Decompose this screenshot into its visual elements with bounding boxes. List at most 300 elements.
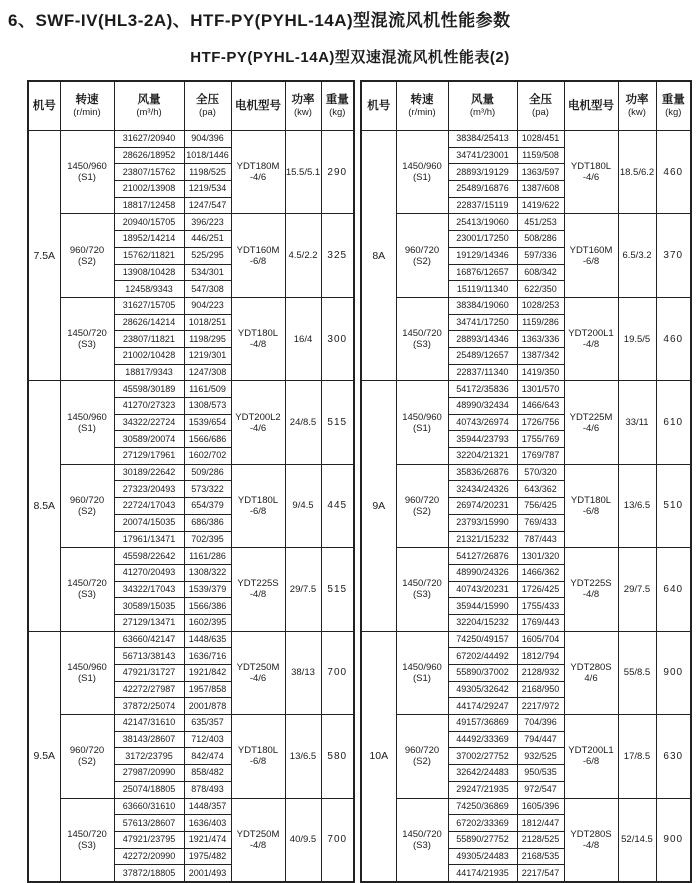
speed-code: (S1) [413, 672, 431, 684]
flow-cell: 55890/27752 [448, 831, 517, 848]
flow-cell: 34741/17250 [448, 314, 517, 331]
motor-poles-line: -6/8 [249, 756, 267, 768]
flow-cell: 34741/23001 [448, 147, 517, 164]
speed-value: 1450/960 [402, 161, 442, 173]
pressure-cell: 1159/508 [517, 147, 564, 164]
pressure-cell: 1308/573 [184, 398, 231, 415]
motor-poles-line: -4/8 [582, 589, 600, 601]
header-label: 电机型号 [235, 99, 281, 112]
motor-model-line: YDT225S [570, 578, 612, 590]
speed-code: (S1) [78, 172, 96, 184]
pressure-cell: 1755/433 [517, 598, 564, 615]
flow-cell: 44174/21935 [448, 865, 517, 882]
flow-cell: 55890/37002 [448, 665, 517, 682]
table-row [361, 131, 691, 148]
flow-cell: 16876/12657 [448, 264, 517, 281]
pressure-cell: 1636/403 [184, 815, 231, 832]
flow-cell: 54172/35836 [448, 381, 517, 398]
flow-cell: 28626/18952 [114, 147, 184, 164]
flow-cell: 18952/14214 [114, 231, 184, 248]
flow-cell: 30589/15035 [114, 598, 184, 615]
flow-cell: 23807/11821 [114, 331, 184, 348]
pressure-cell: 704/396 [517, 715, 564, 732]
table-row [361, 548, 691, 565]
speed-cell [60, 631, 114, 714]
table-row [28, 214, 354, 231]
pressure-cell: 1812/794 [517, 648, 564, 665]
flow-cell: 30189/22642 [114, 464, 184, 481]
speed-cell [396, 381, 448, 464]
pressure-cell: 635/357 [184, 715, 231, 732]
flow-cell: 49305/24483 [448, 848, 517, 865]
pressure-cell: 1921/842 [184, 665, 231, 682]
pressure-cell: 2128/932 [517, 665, 564, 682]
model-cell: 7.5A [28, 131, 60, 381]
pressure-cell: 2128/525 [517, 831, 564, 848]
power-cell: 40/9.5 [285, 798, 321, 882]
pressure-cell: 1308/322 [184, 564, 231, 581]
pressure-cell: 509/286 [184, 464, 231, 481]
speed-code: (S2) [78, 255, 96, 267]
pressure-cell: 1539/654 [184, 414, 231, 431]
speed-cell [396, 464, 448, 547]
speed-cell [396, 715, 448, 798]
speed-cell [396, 214, 448, 297]
pressure-cell: 686/386 [184, 514, 231, 531]
pressure-cell: 1419/350 [517, 364, 564, 381]
flow-cell: 67202/44492 [448, 648, 517, 665]
flow-cell: 41270/27323 [114, 398, 184, 415]
header-label: 机号 [367, 99, 391, 112]
flow-cell: 21321/15232 [448, 531, 517, 548]
pressure-cell: 643/362 [517, 481, 564, 498]
motor-cell [564, 798, 618, 882]
table-row [28, 798, 354, 815]
flow-cell: 15119/11340 [448, 281, 517, 298]
motor-model-line: YDT160M [236, 244, 280, 256]
flow-cell: 22837/15119 [448, 197, 517, 214]
speed-cell [396, 798, 448, 882]
flow-cell: 37002/27752 [448, 748, 517, 765]
power-cell: 4.5/2.2 [285, 214, 321, 297]
flow-cell: 22837/11340 [448, 364, 517, 381]
weight-cell: 515 [321, 381, 354, 464]
power-cell: 24/8.5 [285, 381, 321, 464]
pressure-cell: 932/525 [517, 748, 564, 765]
pressure-cell: 1159/286 [517, 314, 564, 331]
pressure-cell: 608/342 [517, 264, 564, 281]
pressure-cell: 1198/525 [184, 164, 231, 181]
motor-model-line: YDT225S [237, 578, 279, 590]
performance-table-right [360, 80, 692, 883]
table-row [361, 381, 691, 398]
flow-cell: 38143/28607 [114, 731, 184, 748]
pressure-cell: 787/443 [517, 531, 564, 548]
motor-model-line: YDT250M [236, 661, 280, 673]
flow-cell: 28893/19129 [448, 164, 517, 181]
flow-cell: 25489/12657 [448, 347, 517, 364]
flow-cell: 23793/15990 [448, 514, 517, 531]
motor-cell [564, 297, 618, 380]
speed-code: (S3) [413, 589, 431, 601]
weight-cell: 510 [656, 464, 691, 547]
pressure-cell: 1247/308 [184, 364, 231, 381]
motor-cell [231, 131, 285, 214]
speed-value: 1450/960 [67, 411, 107, 423]
speed-code: (S1) [78, 422, 96, 434]
motor-model-line: YDT250M [236, 828, 280, 840]
header-unit: (kg) [665, 107, 682, 118]
motor-model-line: YDT225M [569, 411, 613, 423]
pressure-cell: 1301/320 [517, 548, 564, 565]
flow-cell: 47921/31727 [114, 665, 184, 682]
flow-cell: 34322/22724 [114, 414, 184, 431]
pressure-cell: 2217/547 [517, 865, 564, 882]
table-row [361, 297, 691, 314]
pressure-cell: 1726/425 [517, 581, 564, 598]
weight-cell: 700 [321, 631, 354, 714]
motor-cell [231, 715, 285, 798]
header-label: 重量 [325, 94, 349, 106]
pressure-cell: 2168/950 [517, 681, 564, 698]
pressure-cell: 1975/482 [184, 848, 231, 865]
flow-cell: 63660/31610 [114, 798, 184, 815]
speed-value: 1450/720 [402, 828, 442, 840]
flow-cell: 57613/28607 [114, 815, 184, 832]
pressure-cell: 756/425 [517, 498, 564, 515]
pressure-cell: 1448/357 [184, 798, 231, 815]
flow-cell: 42272/20990 [114, 848, 184, 865]
motor-model-line: YDT160M [569, 244, 613, 256]
speed-value: 1450/720 [67, 828, 107, 840]
page-title: 6、SWF-IV(HL3-2A)、HTF-PY(PYHL-14A)型混流风机性能参数 [8, 11, 511, 30]
weight-cell: 290 [321, 131, 354, 214]
pressure-cell: 1566/686 [184, 431, 231, 448]
flow-cell: 27987/20990 [114, 765, 184, 782]
table-row [28, 131, 354, 148]
motor-poles-line: 4/6 [584, 672, 598, 684]
power-cell: 52/14.5 [618, 798, 656, 882]
flow-cell: 44174/29247 [448, 698, 517, 715]
flow-cell: 49157/36869 [448, 715, 517, 732]
pressure-cell: 1605/704 [517, 631, 564, 648]
weight-cell: 580 [321, 715, 354, 798]
speed-value: 960/720 [69, 494, 105, 506]
header-label: 全压 [529, 94, 552, 106]
pressure-cell: 1419/622 [517, 197, 564, 214]
flow-cell: 19129/14346 [448, 247, 517, 264]
flow-cell: 21002/13908 [114, 181, 184, 198]
weight-cell: 700 [321, 798, 354, 882]
header-cell [396, 81, 448, 131]
header-cell [231, 81, 285, 131]
pressure-cell: 1602/702 [184, 448, 231, 465]
weight-cell: 515 [321, 548, 354, 631]
flow-cell: 3172/23795 [114, 748, 184, 765]
power-cell: 6.5/3.2 [618, 214, 656, 297]
pressure-cell: 1219/301 [184, 347, 231, 364]
motor-model-line: YDT200L1 [568, 745, 614, 757]
flow-cell: 37872/25074 [114, 698, 184, 715]
weight-cell: 610 [656, 381, 691, 464]
model-cell: 8A [361, 131, 396, 381]
pressure-cell: 1636/716 [184, 648, 231, 665]
motor-poles-line: -4/8 [582, 339, 600, 351]
flow-cell: 27129/17961 [114, 448, 184, 465]
power-cell: 9/4.5 [285, 464, 321, 547]
flow-cell: 37872/18805 [114, 865, 184, 882]
pressure-cell: 794/447 [517, 731, 564, 748]
motor-poles-line: -4/6 [249, 172, 267, 184]
table-row [28, 631, 354, 648]
pressure-cell: 1602/395 [184, 614, 231, 631]
weight-cell: 370 [656, 214, 691, 297]
model-cell: 9.5A [28, 631, 60, 882]
header-cell [618, 81, 656, 131]
pressure-cell: 622/350 [517, 281, 564, 298]
motor-cell [231, 297, 285, 380]
table-row [361, 464, 691, 481]
header-cell [184, 81, 231, 131]
header-cell [114, 81, 184, 131]
header-cell [448, 81, 517, 131]
weight-cell: 460 [656, 297, 691, 380]
flow-cell: 45598/22642 [114, 548, 184, 565]
flow-cell: 38384/25413 [448, 131, 517, 148]
motor-poles-line: -4/8 [249, 339, 267, 351]
power-cell: 19.5/5 [618, 297, 656, 380]
motor-poles-line: -6/8 [582, 756, 600, 768]
flow-cell: 67202/33369 [448, 815, 517, 832]
flow-cell: 20940/15705 [114, 214, 184, 231]
speed-value: 1450/720 [67, 328, 107, 340]
pressure-cell: 769/433 [517, 514, 564, 531]
pressure-cell: 1363/597 [517, 164, 564, 181]
motor-poles-line: -6/8 [249, 505, 267, 517]
weight-cell: 325 [321, 214, 354, 297]
speed-value: 1450/960 [67, 161, 107, 173]
flow-cell: 35836/26876 [448, 464, 517, 481]
header-label: 转速 [410, 94, 434, 106]
pressure-cell: 534/301 [184, 264, 231, 281]
motor-poles-line: -4/6 [249, 422, 267, 434]
motor-cell [564, 214, 618, 297]
model-cell: 8.5A [28, 381, 60, 631]
pressure-cell: 904/223 [184, 297, 231, 314]
motor-cell [564, 464, 618, 547]
flow-cell: 32642/24483 [448, 765, 517, 782]
motor-model-line: YDT180L [237, 328, 279, 340]
power-cell: 18.5/6.2 [618, 131, 656, 214]
flow-cell: 42147/31610 [114, 715, 184, 732]
motor-poles-line: -4/6 [249, 672, 267, 684]
speed-value: 1450/960 [67, 661, 107, 673]
speed-cell [60, 548, 114, 631]
header-unit: (pa) [199, 107, 216, 118]
header-unit: (kw) [294, 107, 312, 118]
table-row [361, 798, 691, 815]
pressure-cell: 1921/474 [184, 831, 231, 848]
flow-cell: 25074/18805 [114, 781, 184, 798]
pressure-cell: 1028/451 [517, 131, 564, 148]
table-row [28, 297, 354, 314]
flow-cell: 18817/9343 [114, 364, 184, 381]
motor-model-line: YDT180M [236, 161, 280, 173]
pressure-cell: 1466/362 [517, 564, 564, 581]
speed-code: (S3) [413, 839, 431, 851]
table-row [361, 631, 691, 648]
pressure-cell: 2168/535 [517, 848, 564, 865]
header-unit: (kg) [329, 107, 346, 118]
power-cell: 17/8.5 [618, 715, 656, 798]
flow-cell: 63660/42147 [114, 631, 184, 648]
speed-code: (S1) [78, 672, 96, 684]
header-cell [361, 81, 396, 131]
performance-table-left [27, 80, 355, 883]
pressure-cell: 1539/379 [184, 581, 231, 598]
pressure-cell: 654/379 [184, 498, 231, 515]
flow-cell: 29247/21935 [448, 781, 517, 798]
data-table [27, 80, 355, 883]
header-row [28, 81, 354, 131]
data-table [360, 80, 692, 883]
speed-value: 960/720 [404, 745, 440, 757]
header-unit: (r/min) [73, 107, 101, 118]
speed-code: (S3) [78, 839, 96, 851]
flow-cell: 48990/24326 [448, 564, 517, 581]
speed-code: (S1) [413, 172, 431, 184]
motor-model-line: YDT180L [570, 161, 612, 173]
power-cell: 55/8.5 [618, 631, 656, 714]
weight-cell: 445 [321, 464, 354, 547]
flow-cell: 44492/33369 [448, 731, 517, 748]
header-unit: (r/min) [408, 107, 436, 118]
flow-cell: 42272/27987 [114, 681, 184, 698]
speed-cell [60, 131, 114, 214]
pressure-cell: 1018/1446 [184, 147, 231, 164]
flow-cell: 25413/19060 [448, 214, 517, 231]
pressure-cell: 396/223 [184, 214, 231, 231]
pressure-cell: 950/535 [517, 765, 564, 782]
pressure-cell: 1566/386 [184, 598, 231, 615]
flow-cell: 18817/12458 [114, 197, 184, 214]
header-unit: (kw) [628, 107, 646, 118]
flow-cell: 49305/32642 [448, 681, 517, 698]
pressure-cell: 1219/534 [184, 181, 231, 198]
pressure-cell: 842/474 [184, 748, 231, 765]
flow-cell: 25489/16876 [448, 181, 517, 198]
speed-value: 1450/960 [402, 411, 442, 423]
motor-model-line: YDT280S [570, 828, 612, 840]
flow-cell: 21002/10428 [114, 347, 184, 364]
motor-poles-line: -4/8 [249, 839, 267, 851]
flow-cell: 74250/36869 [448, 798, 517, 815]
pressure-cell: 1957/858 [184, 681, 231, 698]
speed-value: 1450/960 [402, 661, 442, 673]
pressure-cell: 712/403 [184, 731, 231, 748]
motor-poles-line: -4/6 [582, 172, 600, 184]
pressure-cell: 1198/295 [184, 331, 231, 348]
motor-model-line: YDT180L [237, 494, 279, 506]
speed-cell [60, 464, 114, 547]
pressure-cell: 2001/878 [184, 698, 231, 715]
flow-cell: 23001/17250 [448, 231, 517, 248]
header-label: 功率 [625, 94, 649, 106]
table-row [28, 464, 354, 481]
speed-value: 960/720 [69, 244, 105, 256]
header-label: 转速 [75, 94, 99, 106]
pressure-cell: 1301/570 [517, 381, 564, 398]
header-cell [28, 81, 60, 131]
power-cell: 29/7.5 [285, 548, 321, 631]
pressure-cell: 1387/342 [517, 347, 564, 364]
pressure-cell: 702/395 [184, 531, 231, 548]
pressure-cell: 2217/972 [517, 698, 564, 715]
header-cell [517, 81, 564, 131]
speed-code: (S3) [78, 339, 96, 351]
motor-cell [231, 548, 285, 631]
pressure-cell: 1812/447 [517, 815, 564, 832]
speed-code: (S2) [413, 255, 431, 267]
flow-cell: 45598/30189 [114, 381, 184, 398]
tables-row [27, 80, 700, 883]
power-cell: 16/4 [285, 297, 321, 380]
speed-code: (S3) [78, 589, 96, 601]
power-cell: 38/13 [285, 631, 321, 714]
flow-cell: 13908/10428 [114, 264, 184, 281]
table-row [28, 381, 354, 398]
flow-cell: 28626/14214 [114, 314, 184, 331]
flow-cell: 23807/15762 [114, 164, 184, 181]
header-label: 机号 [32, 99, 56, 112]
speed-value: 960/720 [69, 745, 105, 757]
flow-cell: 31627/15705 [114, 297, 184, 314]
flow-cell: 31627/20940 [114, 131, 184, 148]
speed-value: 1450/720 [67, 578, 107, 590]
pressure-cell: 1161/286 [184, 548, 231, 565]
pressure-cell: 547/308 [184, 281, 231, 298]
speed-cell [60, 214, 114, 297]
pressure-cell: 972/547 [517, 781, 564, 798]
speed-code: (S2) [78, 756, 96, 768]
motor-model-line: YDT180L [570, 494, 612, 506]
header-cell [285, 81, 321, 131]
flow-cell: 48990/32434 [448, 398, 517, 415]
pressure-cell: 597/336 [517, 247, 564, 264]
header-cell [656, 81, 691, 131]
pressure-cell: 1028/253 [517, 297, 564, 314]
pressure-cell: 904/396 [184, 131, 231, 148]
flow-cell: 26974/20231 [448, 498, 517, 515]
motor-cell [231, 464, 285, 547]
speed-cell [60, 798, 114, 882]
table-row [28, 548, 354, 565]
motor-cell [231, 214, 285, 297]
weight-cell: 630 [656, 715, 691, 798]
flow-cell: 20074/15035 [114, 514, 184, 531]
header-cell [564, 81, 618, 131]
header-unit: (m³/h) [136, 107, 162, 118]
weight-cell: 300 [321, 297, 354, 380]
header-unit: (m³/h) [469, 107, 496, 118]
pressure-cell: 1726/756 [517, 414, 564, 431]
motor-cell [564, 131, 618, 214]
header-label: 风量 [471, 94, 494, 106]
speed-cell [396, 297, 448, 380]
pressure-cell: 525/295 [184, 247, 231, 264]
flow-cell: 38384/19060 [448, 297, 517, 314]
table-row [361, 715, 691, 732]
